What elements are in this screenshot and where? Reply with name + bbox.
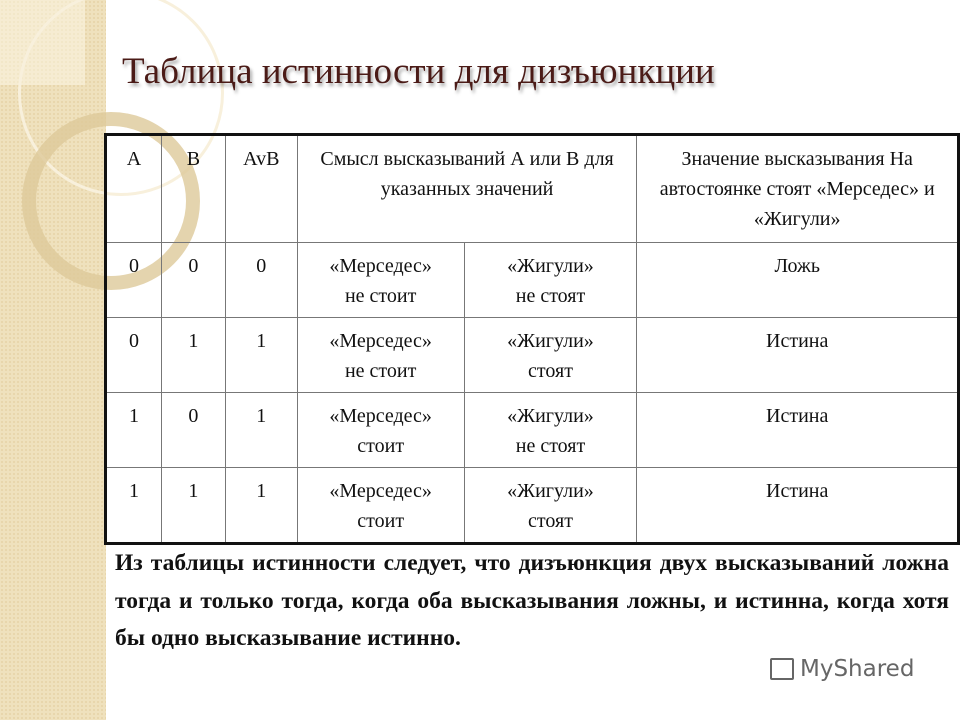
cell-avb: 1 [225,468,297,544]
truth-table [104,133,960,545]
header-a: A [106,135,162,243]
merc-line: «Мерседес» [329,480,432,502]
table-header-row [106,135,959,243]
table-row [106,393,959,468]
slide-title: Таблица истинности для дизъюнкции [122,51,715,92]
zhig-line: не стоят [515,435,586,457]
merc-line: «Мерседес» [329,330,432,352]
cell-zhig [464,468,637,544]
cell-a: 0 [106,318,162,393]
zhig-line: не стоят [515,285,586,307]
table-row [106,318,959,393]
zhig-line: «Жигули» [507,405,594,427]
cell-value: Ложь [637,243,959,318]
conclusion-text: Из таблицы истинности следует, что дизъюнкция двух высказываний ложна тогда и только тогда, когда оба высказывания ложны, и истинна, когда хотя бы одно высказывание истинно. [115,550,949,651]
merc-line: «Мерседес» [329,405,432,427]
cell-a: 1 [106,468,162,544]
header-b: B [161,135,225,243]
merc-line: стоит [357,435,405,457]
presentation-icon [770,658,794,680]
decorative-side-strip [0,0,106,720]
cell-merc [297,243,464,318]
cell-b: 0 [161,243,225,318]
cell-merc [297,393,464,468]
cell-avb: 1 [225,318,297,393]
cell-zhig [464,393,637,468]
cell-b: 1 [161,318,225,393]
zhig-line: стоят [528,510,573,532]
zhig-line: «Жигули» [507,330,594,352]
cell-value: Истина [637,393,959,468]
cell-zhig [464,318,637,393]
cell-b: 1 [161,468,225,544]
zhig-line: «Жигули» [507,255,594,277]
cell-avb: 1 [225,393,297,468]
table-row [106,468,959,544]
header-value: Значение высказывания На автостоянке стоят «Мерседес» и «Жигули» [637,135,959,243]
watermark [770,656,914,682]
cell-avb: 0 [225,243,297,318]
watermark-text: MyShared [800,656,915,682]
cell-b: 0 [161,393,225,468]
zhig-line: «Жигули» [507,480,594,502]
merc-line: стоит [357,510,405,532]
cell-a: 1 [106,393,162,468]
zhig-line: стоят [528,360,573,382]
header-avb: AvB [225,135,297,243]
cell-merc [297,318,464,393]
merc-line: не стоит [344,285,417,307]
table-row [106,243,959,318]
cell-merc [297,468,464,544]
merc-line: не стоит [344,360,417,382]
merc-line: «Мерседес» [329,255,432,277]
header-meaning: Смысл высказываний А или В для указанных значений [297,135,637,243]
cell-zhig [464,243,637,318]
cell-a: 0 [106,243,162,318]
cell-value: Истина [637,468,959,544]
cell-value: Истина [637,318,959,393]
